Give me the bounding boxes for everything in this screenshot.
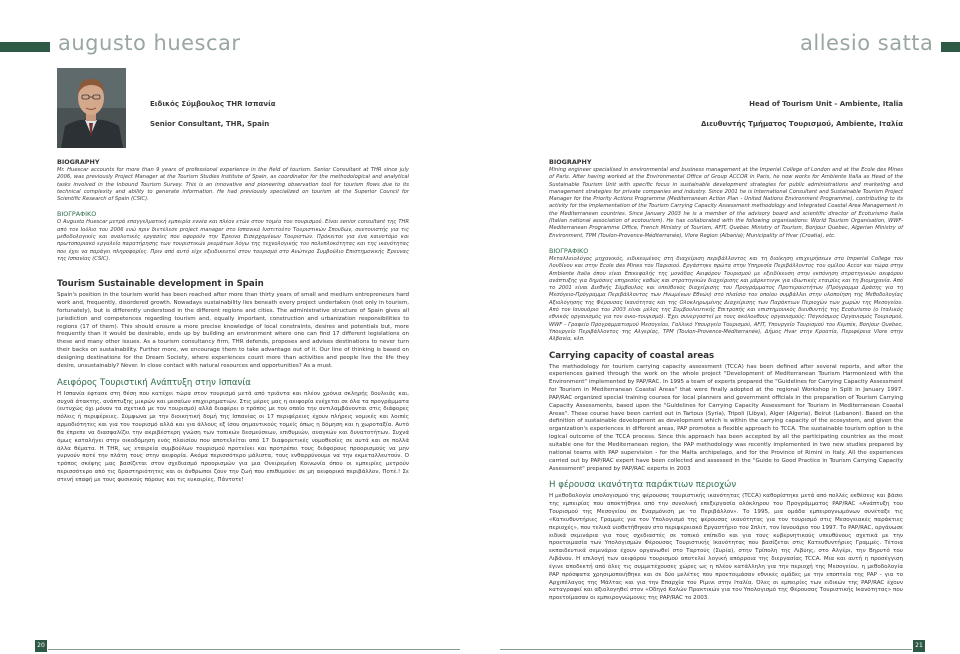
footer-line-right [500,649,912,650]
left-section2-title: Αειφόρος Τουριστική Ανάπτυξη στην Ισπανία [57,377,251,388]
right-column [549,158,903,610]
right-section1-title: Carrying capacity of coastal areas [549,350,715,361]
page-number-right: 21 [913,640,925,652]
left-role-english: Senior Consultant, THR, Spain [150,120,270,128]
right-bio-text-greek: Μεταλλειολόγος μηχανικός, ειδικευμένος στη διαχείριση περιβάλλοντος και τη διοίκηση επιχειρήσεων στο Imperial College του Λονδίνου και στην Ecole des Mines του Παρισιού. Εργάστηκε πρώτα στην Υπηρεσία Περιβάλλοντος του ομίλου Accor και τώρα στην Ambiente Italia όπου είναι Επικεφαλής της μονάδας Αειφόρου Τουρισμού με εξειδίκευση στην εκπόνηση στρατηγικών αειφόρου ανάπτυξης για δημόσιες υπηρεσίες καθώς και στρατηγικών διαχείρισης και μάρκετινγκ για ιδιωτικές εταιρίες και τη βιομηχανία. Από το 2001 είναι Διεθνής Σύμβουλος και υπεύθυνος διαχείρισης του Προγράμματος Προτεραιοτήτων (Πρόγραμμα Δράσης για τη Μεσόγειο-Πρόγραμμα Περιβάλλοντος των Ηνωμένων Εθνών) στο πλαίσιο του οποίου συμβάλλει στην υλοποίηση της Μεθοδολογίας Αξιολόγησης της Φέρουσας Ικανότητας και της Ολοκληρωμένης Διαχείρισης των Παράκτιων Περιοχών των χωρών της Μεσογείου. Από τον Ιανουάριο του 2003 είναι μέλος της Συμβουλευτικής Επιτροπής και επιστημονικός διευθυντής της Ecoturismo (ο Ιταλικός εθνικός οργανισμός για τον οικο-τουρισμό). Έχει συνεργαστεί με τους ακόλουθους οργανισμούς: Παγκόσμιος Οργανισμός Τουρισμού, WWF - Γραφείο Προγραμματισμού Μεσογείου, Γαλλικό Υπουργείο Τουρισμού, AFIT, Υπουργείο Τουρισμού του Κεμπέκ, Bonjour Quebec, Υπουργείο Περιβάλλοντος της Αλγερίας, TPM (Toulon-Provence-Méditerranée), Δήμος Hvar στην Κροατία, Περιφέρεια Vlore στην Αλβανία, κλπ. [549,255,903,343]
footer-line-left [48,649,460,650]
portrait-image [57,68,126,148]
right-person-name: allesio satta [792,28,941,58]
left-bio-text-greek: Ο Augusto Huescar μετρά επαγγελματική εμπειρία εννέα και πλέον ετών στον τομέα του τουρισμού. Είναι senior consultant της THR από τον Ιούλιο του 2006 ενώ πριν διετέλεσε project manager στο Ισπανικό Ινστιτούτο Τουριστικών Σπουδών, συντονιστής για τις μεθοδολογικές και αναλυτικές εργασίες που αφορούν την Έρευνα Εισερχομένων Τουριστών. Πρόκειται για ένα καινοτόμο και πρωτοποριακό εργαλείο παρατήρησης των τουριστικών ρευμάτων λόγω της τεχνολογικής του πολυπλοκότητας και της ικανότητας που έχει να παράγει πληροφορίες. Πριν από αυτό είχε εξειδικευτεί στον τουρισμό στο Ανώτερο Συμβούλιο Επιστημονικής Έρευνας της Ισπανίας (CSIC). [57,219,409,262]
left-column [57,158,409,492]
left-section2-text: Η Ισπανία έφτασε στη θέση που κατέχει τώρα στον τουρισμό μετά από τριάντα και πλέον χρόνια σκληρής δουλειάς και, συχνά άτακτης, ανάπτυξης μικρών και μεσαίων επιχειρηματιών. Στις μέρες μας η αειφορία ενέχεται σε όλα τα προγράμματα (ευτυχώς όχι μόνον τα σχετικά με τον τουρισμό) αλλά διαφέρει ο τρόπος με τον οποίο την αντιλαμβάνονται στις διάφορες πόλεις ή περιφέρειες. Σύμφωνα με την διοικητική δομή της Ισπανίας οι 17 περιφέρειες έχουν πλήρεις νομικές και λοιπές αρμοδιότητες και για τον τουρισμό αλλά και για άλλους εξ ίσου σημαντικούς τομείς όπως η δόμηση και η χωροταξία. Αυτό θα έπρεπε να διασφαλίζει την ακριβέστερη γνώση των τοπικών δεσμεύσεων, επιθυμιών, αναγκών και δυνατοτήτων. Συχνά όμως καταλήγει στην οικοδόμηση ενός πλαισίου που αποτελείται από 17 διαφορετικές νομοθεσίες σε αυτά και σε πολλά άλλα θέματα. Η THR, ως εταιρεία συμβούλων τουρισμού προτείνει και προτρέπει τους διάφορους προορισμούς να μην γυρνούν ποτέ την πλάτη τους στην αειφορία. Ακόμα περισσότερο μάλιστα, τους ενθαρρύνουμε να την εκμεταλλευτούν. Ο τρόπος σκέψης μας βασίζεται στον σχεδιασμό προορισμών για μια Ονειρεμένη Κοινωνία όπου οι εμπειρίες μετρούν περισσότερο από τις δραστηριότητες και οι άνθρωποι ζουν την ζωή που επιθυμούν: σε μη αειφορικό περιβάλλον, Ποτέ.! Σε στενή επαφή με τους φυσικούς πόρους και τις ευκαιρίες, Πάντοτε! [57,390,409,483]
right-section1-text: The methodology for tourism carrying capacity assessment (TCCA) has been defined after several reports, and after the experiences gained through the work on the whole project "Development of Mediterranean Tourism Harmonized with the Environment" implemented by PAP/RAC. In 1995 a team of experts prepared the "Guidelines for Carrying Capacity Assessment for Tourism in Mediterranean Coastal Areas" that were finally adopted at the regional Workshop in Split in January 1997. PAP/RAC organized special training courses for local planners and government officials in the preparation of Tourism Carrying Capacity Assessments, based upon the "Guidelines for Carrying Capacity Assessment for Tourism in Mediterranean Coastal Areas". These course have been carried out in Tartous (Syria), Tripoli (Libya), Alger (Algeria), Beirut (Lebanon). Based on the definition of sustainable development as development which is within the carrying capacity of the ecosystem, and given the organization's experiences in different areas, PAP promotes a flexible approach to TCCA. The sustainable tourism option is the logical outcome of the TCCA process. Since this approach has been accepted by all the participating countries as the most suitable one for the Mediterranean region, the PAP methodology was recently implemented in two new studies prepared by national teams with PAP supervision - for the Malta archipelago, and for the Province of Rimini in Italy. All the experiences carried out by PAP/RAC expert have been collected and assessed in the "Guide to Good Practice in Tourism Carrying Capacity Assessment" prepared by PAP/RAC experts in 2003 [549,363,903,472]
right-bio-heading: BIOGRAPHY [549,158,592,166]
right-role-english: Head of Tourism Unit - Ambiente, Italia [749,100,903,108]
left-section1-text: Spain's position in the tourism world has been reached after more than thirty years of small and medium entrepreneurs hard work and, frequently, disordered growth. Nowadays sustainability lies beneath every project undertaken (not only in tourism, fortunately), but is differently understood in the different regions and cities. The administrative structure of Spain gives all jurisdiction and competences regarding tourism and, equally important, construction and urbanization responsibilities to regions (17 of them). This should ensure a more precise knowledge of local constraints, desires and potentials but, more frequently than it would be desirable, ends up by building an environment where one can find 17 different legislations on these and many other issues. As a tourism consultancy firm, THR defends, proposes and advises destinations to never turn their backs on sustainability. Further more, we encourage them to take advantage out of it. Our line of thinking is based on designing destinations for the Dream Society, where experiences count more than activities and people live the life they desire, unsustainably? Never. In close contact with natural resources and opportunities? As a must. [57,292,409,369]
portrait-photo [57,68,126,148]
left-role-greek: Ειδικός Σύμβουλος THR Ισπανία [150,100,276,108]
page-number-left: 20 [35,640,47,652]
left-person-name: augusto huescar [50,28,249,58]
left-bio-heading-greek: ΒΙΟΓΡΑΦΙΚΟ [57,210,97,219]
left-bio-heading: BIOGRAPHY [57,158,100,166]
right-bio-text: Mining engineer specialised in environmental and business management at the Imperial College of London and at the Ecole des Mines of Paris. After having worked at the Environmental Office of Group ACCOR in Paris, he now works for Ambiente Italia as Head of the Sustainable Tourism Unit with specific focus in sustainable development strategies for public administrations and marketing and management strategies for private companies and industry. Since 2001 he is International Consultant and Sustainable Tourism Project Manager for the Priority Actions Programme (Mediterranean Action Plan - United Nations Environment Programme), contributing to its activity for the implementation of the Tourism Carrying Capacity Assessment methodology and Integrated Coastal Area Management in the Mediterranean countries. Since January 2003 he is a member of the advisory board and scientific director of Ecoturismo Italia (Italian national association of ecotourism). He has collaborated with the following organisations: World Tourism Organisation, WWF-Mediterranean Programme Office, French Ministry of Tourism, AFIT, Quebec Ministry of Tourism, Bonjour Quebec, Algerian Ministry of Environment, TPM (Toulon-Provence-Méditerranée), Vlore Region (Albania); Municipality of Hvar (Croatia), etc. [549,167,903,239]
right-bio-heading-greek: ΒΙΟΓΡΑΦΙΚΟ [549,246,589,255]
left-section1-title: Tourism Sustainable development in Spain [57,279,264,290]
right-section2-title: Η φέρουσα ικανότητα παράκτιων περιοχών [549,480,737,491]
left-bio-text: Mr. Huescar accounts for more than 9 years of professional experience in the field of tourism. Senior Consultant at THR since july 2006, was previously Project Manager at the Tourism Studies Institute of Spain, as coordinator for the methodological and analytical tasks involved in the Inbound Tourism Survey. This is an innovative and pioneering observation tool for tourism flows due to its technical complexity and ability to generate information. He had previously specialized on tourism at the Superior Council for Scientific Research of Spain (CSIC). [57,167,409,203]
right-role-greek: Διευθυντής Τμήματος Τουρισμού, Ambiente, Ιταλία [700,120,903,128]
right-section2-text: Η μεθοδολογία υπολογισμού της φέρουσας τουριστικής ικανότητας (TCCA) καθορίστηκε μετά από πολλές εκθέσεις και βάσει της εμπειρίας που αποκτήθηκε από την συνολική επεξεργασία ολόκληρου του Προγράμματος PAP/RAC «Ανάπτυξη του Τουρισμού της Μεσογείου σε Εναρμόνιση με το Περιβάλλον». Το 1995, μια ομάδα εμπειρογνωμόνων συνέταξε τις «Κατευθυντήριες Γραμμές για τον Υπολογισμό της φέρουσας ικανότητας για τον τουρισμό στις Μεσογειακές παράκτιες περιοχές», που τελικά υιοθετήθηκαν στο περιφερειακό Εργαστήριο του Σπλιτ, τον Ιανουάριο του 1997. Το PAP/RAC, οργάνωσε ειδικά σεμινάρια για τους σχεδιαστές σε τοπικό επίπεδο και για τους κυβερνητικούς υπευθύνους σχετικά με την προετοιμασία των Υπολογισμών Φέρουσας Τουριστικής Ικανότητας που βασίζεται στις Κατευθυντήριες Γραμμές. Τέτοια εκπαιδευτικά σεμινάρια έχουν οργανωθεί στο Ταρτούς (Συρία), στην Τρίπολη της Λιβύης, στο Αλγέρι, την Βηρυτό του Λιβάνου. Η επιλογή των αειφόρου τουρισμού αποτελεί λογική απόρροια της διεργασίας TCCA. Μια και αυτή η προσέγγιση έγινε αποδεκτή από όλες τις συμμετέχουσες χώρες ως η πλέον κατάλληλη για την περιοχή της Μεσογείου, η μεθοδολογία PAP πρόσφατα χρησιμοποιήθηκε και σε δύο μελέτες που προετοιμάσαν εθνικές ομάδες με την εποπτεία της PAP - για το Αρχιπέλαγος της Μάλτας και για την Επαρχία του Ρίμινι στην Ιταλία. Όλες οι εμπειρίες των ειδικών της PAP/RAC έχουν καταγραφεί και αξιολογηθεί στον «Οδηγό Καλών Πρακτικών για τον Υπολογισμό της Φέρουσας Τουριστικής Ικανότητας» που προετοίμασαν οι εμπειρογνώμονες της PAP/RAC το 2003. [549,493,903,602]
